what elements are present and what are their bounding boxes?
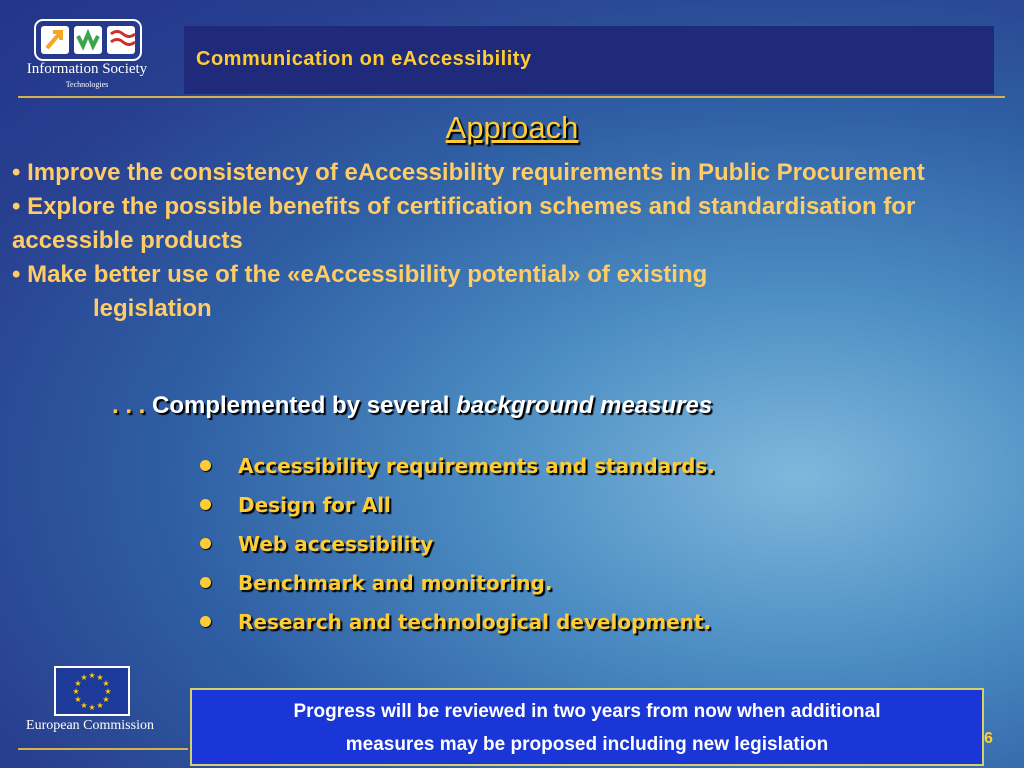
- bullet-text: Explore the possible benefits of certification schemes and standardisation for accessible products: [12, 193, 916, 254]
- footer-note: [190, 688, 984, 766]
- eu-label: European Commission: [26, 718, 154, 733]
- svg-text:★: ★: [80, 701, 88, 710]
- bullet-item: [12, 258, 932, 292]
- bullet-continuation: legislation: [93, 295, 212, 322]
- bullet-dot-icon: [200, 577, 211, 588]
- measure-text: Research and technological development.: [238, 609, 712, 634]
- bullet-text: Improve the consistency of eAccessibility requirements in Public Procurement: [27, 159, 925, 186]
- svg-text:★: ★: [88, 703, 96, 712]
- measures-list: [200, 446, 715, 641]
- measure-text: Accessibility requirements and standards.: [238, 453, 715, 478]
- bullet-text: Make better use of the «eAccessibility potential» of existing: [27, 261, 708, 288]
- eu-flag-icon: [54, 666, 130, 716]
- approach-heading: Approach: [445, 110, 579, 145]
- european-commission-logo: [10, 660, 170, 740]
- logo-graphic: [33, 18, 143, 62]
- svg-text:★: ★: [72, 687, 80, 696]
- svg-text:★: ★: [80, 673, 88, 682]
- measure-text: Design for All: [238, 492, 391, 517]
- bullet-item: [12, 190, 932, 258]
- footer-divider: [18, 748, 188, 750]
- logo-name: Information Society: [26, 61, 148, 77]
- header-divider: [18, 96, 1005, 98]
- svg-text:★: ★: [102, 695, 110, 704]
- list-item: [200, 602, 715, 641]
- list-item: [200, 485, 715, 524]
- svg-text:★: ★: [96, 701, 104, 710]
- footer-line-2: measures may be proposed including new legislation: [345, 734, 829, 755]
- ellipsis: . . .: [112, 392, 146, 419]
- complement-emphasis: background measures: [456, 392, 713, 419]
- information-society-logo: [12, 14, 162, 94]
- complement-line: [112, 392, 712, 420]
- footer-line-1: Progress will be reviewed in two years from now when additional: [293, 701, 881, 722]
- header-bar: [184, 26, 994, 94]
- bullet-marker: •: [12, 261, 28, 288]
- bullet-dot-icon: [200, 616, 211, 627]
- svg-text:★: ★: [74, 695, 82, 704]
- svg-text:★: ★: [104, 687, 112, 696]
- section-heading: [0, 110, 1024, 146]
- svg-text:★: ★: [88, 671, 96, 680]
- bullet-dot-icon: [200, 499, 211, 510]
- list-item: [200, 446, 715, 485]
- page-title: Communication on eAccessibility: [196, 48, 532, 70]
- bullet-dot-icon: [200, 460, 211, 471]
- list-item: [200, 563, 715, 602]
- svg-text:★: ★: [102, 679, 110, 688]
- bullet-dot-icon: [200, 538, 211, 549]
- page-number: 6: [984, 730, 993, 747]
- bullet-marker: •: [12, 193, 28, 220]
- bullet-item: [12, 156, 932, 190]
- measure-text: Benchmark and monitoring.: [238, 570, 553, 595]
- svg-text:★: ★: [74, 679, 82, 688]
- measure-text: Web accessibility: [238, 531, 434, 556]
- logo-subtitle: Technologies: [65, 80, 109, 89]
- bullet-marker: •: [12, 159, 28, 186]
- svg-text:★: ★: [96, 673, 104, 682]
- list-item: [200, 524, 715, 563]
- approach-bullets: [12, 156, 932, 326]
- eu-stars-icon: [56, 668, 128, 714]
- complement-text: Complemented by several: [152, 392, 450, 419]
